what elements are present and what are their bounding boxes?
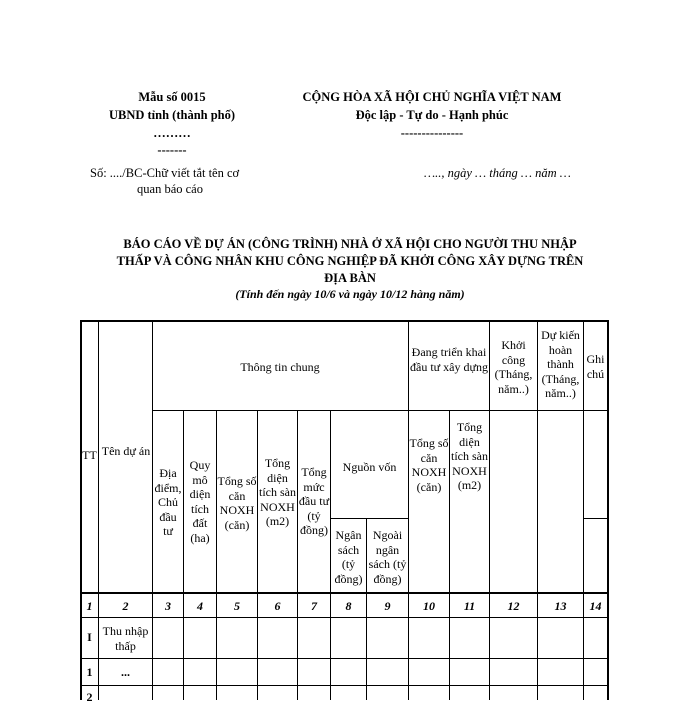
report-title-line-3: ĐỊA BÀN bbox=[324, 271, 376, 285]
group-header-ongoing-construction: Đang triển khai đầu tư xây dựng bbox=[410, 345, 488, 374]
table-rule bbox=[297, 410, 298, 700]
col-number: 3 bbox=[165, 599, 171, 613]
table-rule bbox=[583, 518, 609, 519]
col-number: 1 bbox=[86, 599, 93, 613]
col-number: 9 bbox=[384, 599, 391, 613]
table-border-top bbox=[80, 320, 609, 322]
motto-divider: --------------- bbox=[400, 126, 464, 140]
col-header-note: Ghi chú bbox=[586, 352, 605, 381]
table-rule bbox=[80, 685, 609, 686]
col-header-floor-area: Tổng diện tích sàn NOXH (m2) bbox=[259, 456, 296, 528]
reference-number: Số: ..../BC-Chữ viết tắt tên cơ bbox=[90, 166, 240, 180]
col-header-tt: TT bbox=[82, 448, 97, 462]
group-header-general-info: Thông tin chung bbox=[240, 360, 320, 374]
table-rule bbox=[183, 410, 184, 700]
table-rule bbox=[330, 518, 408, 519]
col-header-land-area: Quy mô diện tích đất (ha) bbox=[189, 458, 211, 545]
col-header-total-units: Tổng số căn NOXH (căn) bbox=[217, 474, 257, 532]
row-tt: 1 bbox=[86, 665, 93, 679]
report-title-line-1: BÁO CÁO VỀ DỰ ÁN (CÔNG TRÌNH) NHÀ Ở XÃ HỘI CHO NGƯỜI THU NHẬP bbox=[123, 237, 577, 251]
col-header-budget-capital: Ngân sách (tỷ đồng) bbox=[334, 528, 363, 586]
col-number: 8 bbox=[345, 599, 352, 613]
col-header-location: Địa điểm, Chủ đầu tư bbox=[154, 466, 182, 538]
group-header-capital-source: Nguồn vốn bbox=[342, 460, 397, 474]
col-number: 14 bbox=[589, 599, 602, 613]
row-tt: I bbox=[87, 630, 92, 644]
col-number: 11 bbox=[463, 599, 476, 613]
col-header-expected-completion: Dự kiến hoàn thành (Tháng, năm..) bbox=[541, 328, 580, 400]
agency-divider: ------- bbox=[157, 143, 187, 157]
col-number: 7 bbox=[311, 599, 317, 613]
col-header-total-investment: Tổng mức đầu tư (tỷ đồng) bbox=[298, 465, 330, 537]
table-rule bbox=[80, 592, 609, 594]
report-title-line-2: THẤP VÀ CÔNG NHÂN KHU CÔNG NGHIỆP ĐÃ KHỞI CÔNG XÂY DỰNG TRÊN bbox=[116, 254, 584, 268]
report-subtitle: (Tính đến ngày 10/6 và ngày 10/12 hàng năm) bbox=[235, 287, 465, 301]
col-number: 6 bbox=[274, 599, 281, 613]
col-number: 4 bbox=[197, 599, 203, 613]
col-number: 12 bbox=[507, 599, 520, 613]
agency-name: UBND tỉnh (thành phố) bbox=[108, 108, 236, 122]
table-border-right bbox=[607, 320, 609, 700]
col-header-ongoing-units: Tổng số căn NOXH (căn) bbox=[409, 436, 449, 494]
table-rule bbox=[152, 410, 609, 411]
form-number: Mẫu số 0015 bbox=[138, 90, 206, 104]
col-number: 5 bbox=[234, 599, 240, 613]
row-project-name: Thu nhập thấp bbox=[102, 624, 149, 653]
country-name: CỘNG HÒA XÃ HỘI CHỦ NGHĨA VIỆT NAM bbox=[302, 90, 562, 104]
table-rule bbox=[80, 617, 609, 618]
col-number: 2 bbox=[122, 599, 129, 613]
row-tt: 2 bbox=[86, 690, 93, 704]
national-motto: Độc lập - Tự do - Hạnh phúc bbox=[355, 108, 509, 122]
col-number: 10 bbox=[423, 599, 435, 613]
col-header-start-date: Khởi công (Tháng, năm..) bbox=[494, 338, 533, 396]
col-header-project-name: Tên dự án bbox=[101, 444, 151, 458]
table-rule bbox=[408, 320, 409, 700]
col-header-ongoing-floor-area: Tổng diện tích sàn NOXH (m2) bbox=[451, 420, 488, 492]
report-date: ….., ngày … tháng … năm … bbox=[424, 166, 571, 180]
col-header-nonbudget-capital: Ngoài ngân sách (tỷ đồng) bbox=[368, 528, 407, 586]
agency-placeholder: ……… bbox=[153, 126, 191, 140]
table-rule bbox=[80, 658, 609, 659]
table-rule bbox=[216, 410, 217, 700]
col-number: 13 bbox=[554, 599, 567, 613]
reference-agency: quan báo cáo bbox=[137, 182, 203, 196]
row-project-name: ... bbox=[121, 665, 130, 679]
table-rule bbox=[257, 410, 258, 700]
